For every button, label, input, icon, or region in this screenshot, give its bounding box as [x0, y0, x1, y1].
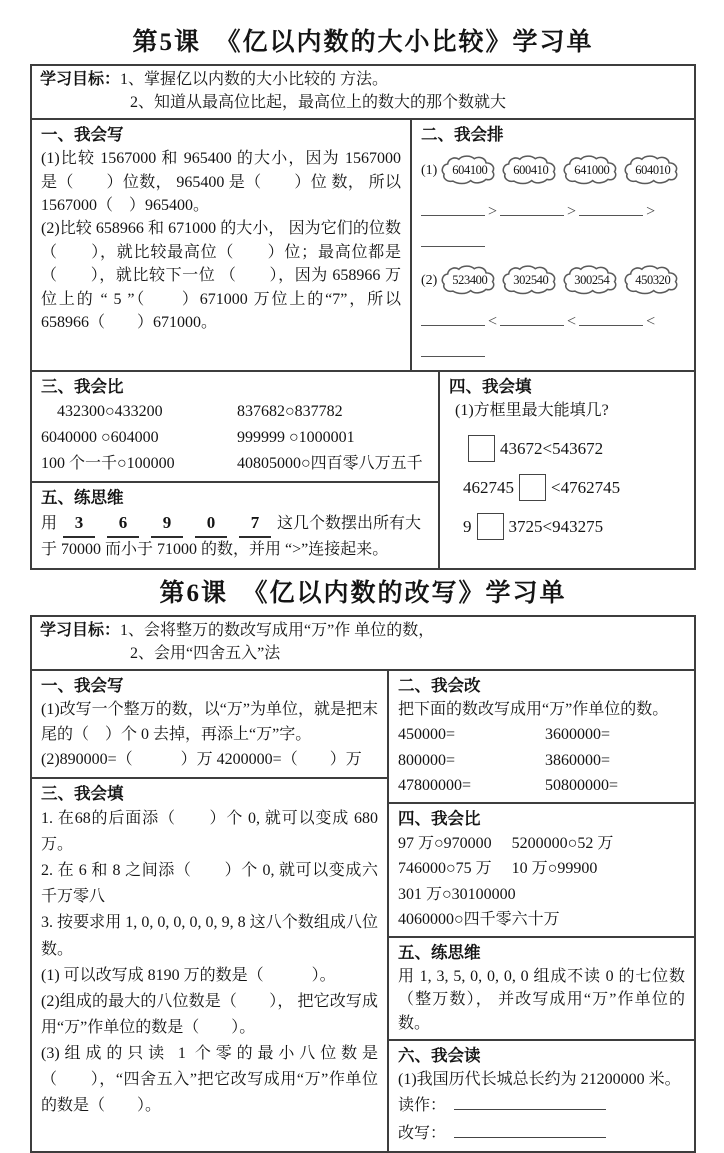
- objective-text-2: 2、知道从最高位比起，最高位上的数大的那个数就大: [130, 93, 507, 111]
- lesson5-section-compare: [32, 372, 438, 483]
- cloud-number: 604010: [623, 154, 682, 187]
- section-heading: 一、我会写: [41, 125, 124, 145]
- cloud-number: 641000: [562, 154, 621, 187]
- fill-row: 43672<543672: [463, 435, 685, 462]
- read-problem: (1)我国历代长城总长约为 21200000 米。: [398, 1071, 681, 1089]
- answer-blank: [579, 312, 643, 326]
- answer-blank: [454, 1124, 606, 1138]
- lesson5-section-write: [32, 120, 410, 370]
- fill-item: 3. 按要求用 1, 0, 0, 0, 0, 0, 9, 8 这八个数组成八位数。: [41, 914, 378, 958]
- objectives-label: 学习目标：: [40, 622, 121, 639]
- section-heading: 六、我会读: [398, 1046, 481, 1066]
- rewrite-grid: [398, 722, 685, 798]
- fill-item: 2. 在 6 和 8 之间添（ ）个 0, 就可以变成六千万零八: [41, 862, 378, 906]
- section-heading: 五、练思维: [398, 943, 481, 963]
- section-heading: 四、我会填: [449, 377, 532, 397]
- answer-blank: [421, 343, 485, 357]
- lesson6-objectives: [32, 617, 694, 671]
- digit-card: 7: [239, 510, 271, 538]
- group2-label: (2): [421, 272, 438, 288]
- section-heading: 五、练思维: [41, 488, 124, 507]
- lesson6-section-fill: [32, 779, 387, 1151]
- cloud-number: 300254: [562, 264, 621, 297]
- lesson5-objectives: [32, 66, 694, 120]
- fill-row: 9 3725<943275: [463, 513, 685, 540]
- compare-grid: [41, 399, 429, 477]
- sort-group2-clouds: [421, 264, 685, 297]
- fill-row: 462745 <4762745: [463, 474, 685, 501]
- lesson6-section-write: [32, 671, 387, 779]
- fill-item: (3)组成的只读 1 个零的最小八位数是（ ），“四舍五入”把它改写成用“万”作单位的数是（ ）。: [41, 1044, 378, 1114]
- compare-item: 837682○837782: [237, 403, 343, 421]
- answer-blank: [421, 233, 485, 247]
- answer-box: [468, 435, 495, 462]
- section-heading: 二、我会排: [421, 125, 504, 145]
- lesson6-table: [30, 615, 696, 1153]
- fill-item: (2)组成的最大的八位数是（ ）， 把它改写成用“万”作单位的数是（ ）。: [41, 992, 378, 1036]
- objectives-line-1: [40, 620, 686, 643]
- read-label: 读作：: [398, 1097, 447, 1115]
- digit-card: 9: [151, 510, 183, 538]
- objectives-label: 学习目标：: [40, 71, 121, 88]
- objective-text-1: 1、掌握亿以内数的大小比较的 方法。: [120, 71, 389, 88]
- digit-card: 3: [63, 510, 95, 538]
- objective-text-2: 2、会用“四舍五入”法: [130, 644, 281, 662]
- compare-line: 301 万○30100000: [398, 885, 516, 903]
- rewrite-item: 800000=: [398, 751, 456, 769]
- lesson5-section-thinking: [32, 483, 438, 568]
- cloud-number: 600410: [501, 154, 560, 187]
- cloud-number: 523400: [440, 264, 499, 297]
- sort-group1-clouds: [421, 154, 685, 187]
- answer-blank: [421, 202, 485, 216]
- answer-blank: [500, 202, 564, 216]
- rewrite-intro: 把下面的数改写成用“万”作单位的数。: [398, 701, 669, 719]
- cloud-number: 450320: [623, 264, 682, 297]
- answer-blank: [454, 1096, 606, 1110]
- sort-group2-answer-line2: [421, 343, 685, 362]
- compare-item: 100 个一千○100000: [41, 455, 175, 473]
- lesson6-section-rewrite: [389, 671, 694, 804]
- thinking-problem: 用 1, 3, 5, 0, 0, 0, 0 组成不读 0 的七位数（整万数）， 并改写成用“万”作单位的数。: [398, 968, 685, 1032]
- group1-label: (1): [421, 162, 438, 178]
- lesson5-section-sort: [410, 120, 694, 370]
- answer-blank: [500, 312, 564, 326]
- rewrite-item: 50800000=: [545, 776, 619, 794]
- lesson5-row-top: [32, 120, 694, 372]
- lesson6-body: [32, 671, 694, 1150]
- sort-group2-answer-line: < < <: [421, 312, 685, 331]
- fill-prompt: (1)方框里最大能填几?: [455, 402, 609, 420]
- digit-card: 0: [195, 510, 227, 538]
- lesson6-section-read: [389, 1041, 694, 1151]
- answer-blank: [421, 312, 485, 326]
- lesson5-left-column: [32, 372, 438, 568]
- section-heading: 一、我会写: [41, 676, 124, 696]
- answer-box: [477, 513, 504, 540]
- answer-box: [519, 474, 546, 501]
- compare-item: 432300○433200: [57, 403, 163, 421]
- lesson5-table: [30, 64, 696, 570]
- cloud-number: 302540: [501, 264, 560, 297]
- write-item-1: (1)比较 1567000 和 965400 的大小，因为 1567000 是（ ）位数， 965400 是（ ）位 数， 所以 1567000（ ）965400。: [41, 150, 401, 215]
- section-heading: 二、我会改: [398, 676, 481, 696]
- rewrite-item: 450000=: [398, 726, 456, 744]
- fill-item: (1) 可以改写成 8190 万的数是（ ）。: [41, 966, 336, 984]
- objectives-line-1: [40, 69, 686, 92]
- write-item-2: (2)890000=（ ）万 4200000=（ ）万: [41, 751, 362, 769]
- cloud-number: 604100: [440, 154, 499, 187]
- compare-item: 40805000○四百零八万五千: [237, 455, 423, 473]
- rewrite-answer-row: [398, 1120, 685, 1147]
- rewrite-item: 47800000=: [398, 776, 472, 794]
- rewrite-item: 3600000=: [545, 726, 611, 744]
- read-answer-row: [398, 1092, 685, 1119]
- compare-line: 97 万○970000 5200000○52 万: [398, 835, 614, 853]
- lesson5-title: 第5课 《亿以内数的大小比较》学习单: [132, 29, 594, 56]
- rewrite-label: 改写：: [398, 1124, 447, 1142]
- lesson6-title: 第6课 《亿以内数的改写》学习单: [159, 580, 567, 607]
- fill-item: 1. 在68的后面添（ ）个 0, 就可以变成 680 万。: [41, 810, 378, 854]
- thinking-problem: 用 3 6 9 0 7 这几个数摆出所有大于 70000 而小于 71000 的数，并用 “>”连接起来。: [41, 510, 429, 563]
- lesson6-right-column: [387, 671, 694, 1150]
- sort-group1-answer-line: > > >: [421, 202, 685, 221]
- section-heading: 三、我会比: [41, 377, 124, 397]
- compare-item: 6040000 ○604000: [41, 429, 159, 447]
- lesson5-section-fill: [438, 372, 694, 568]
- section-heading: 三、我会填: [41, 784, 124, 804]
- lesson6-section-thinking: [389, 938, 694, 1041]
- sort-group1-answer-line2: [421, 233, 685, 252]
- compare-line: 4060000○四千零六十万: [398, 910, 560, 928]
- compare-item: 999999 ○1000001: [237, 429, 355, 447]
- lesson5-row-bottom: [32, 372, 694, 568]
- compare-line: 746000○75 万 10 万○99900: [398, 860, 598, 878]
- lesson6-section-compare: [389, 804, 694, 938]
- section-heading: 四、我会比: [398, 809, 481, 829]
- rewrite-item: 3860000=: [545, 751, 611, 769]
- answer-blank: [579, 202, 643, 216]
- digit-card: 6: [107, 510, 139, 538]
- write-item-1: (1)改写一个整万的数，以“万”为单位，就是把末尾的（ ）个 0 去掉，再添上“万”字。: [41, 701, 378, 744]
- lesson6-left-column: [32, 671, 387, 1150]
- objective-text-1: 1、会将整万的数改写成用“万”作 单位的数，: [120, 622, 435, 639]
- write-item-2: (2)比较 658966 和 671000 的大小， 因为它们的位数（ ），就比较最高位（ ）位；最高位都是（ ），就比较下一位 （ ），因为 658966 万位上的 “ 5 ”（ ）671000 万位上的“7”，所以 658966（ ）671000。: [41, 220, 401, 331]
